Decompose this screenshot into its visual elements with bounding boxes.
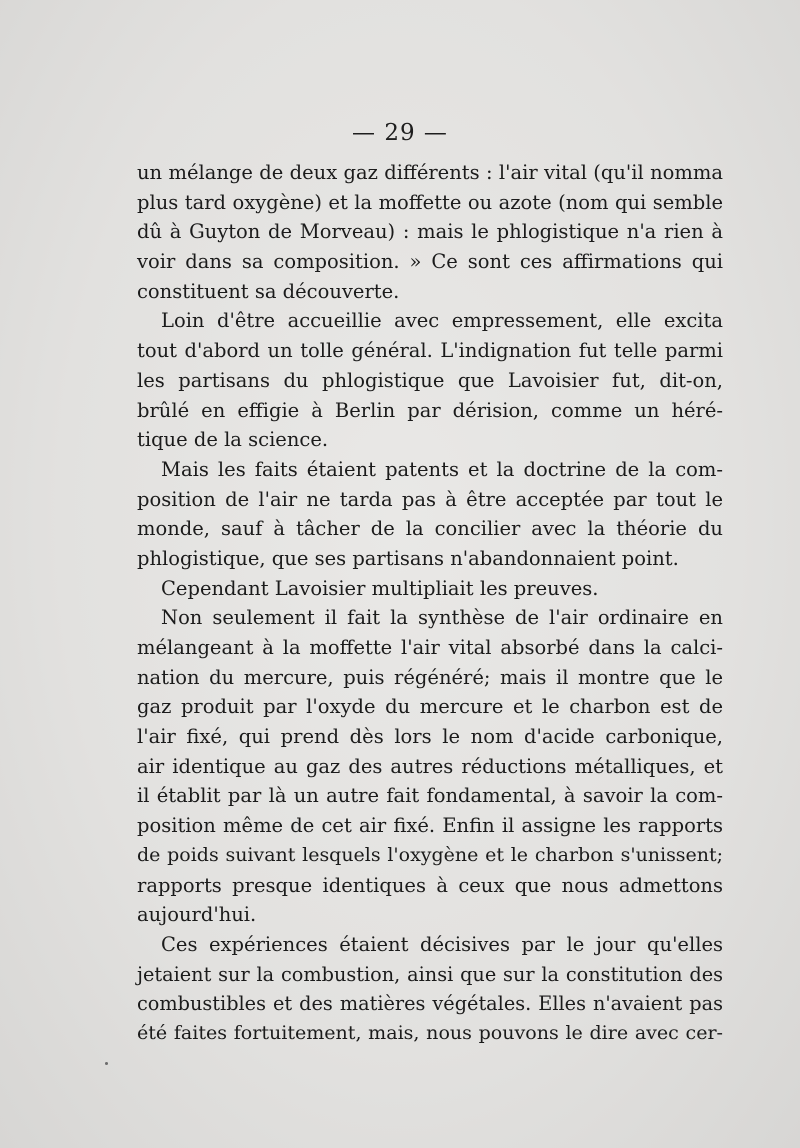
text-line: dû à Guyton de Morveau) : mais le phlogistique n'a rien à (137, 220, 723, 244)
text-line: constituent sa découverte. (137, 279, 400, 303)
text-line: l'air fixé, qui prend dès lors le nom d'acide carbonique, (137, 725, 723, 749)
text-line: position de l'air ne tarda pas à être acceptée par tout le (137, 487, 723, 511)
text-line: voir dans sa composition. » Ce sont ces affirmations qui (137, 250, 723, 274)
page-number: — 29 — (352, 120, 448, 146)
text-line: mélangeant à la moffette l'air vital absorbé dans la calci- (137, 636, 723, 659)
text-line: combustibles et des matières végétales. Elles n'avaient pas (137, 992, 723, 1016)
text-line: monde, sauf à tâcher de la concilier avec la théorie du (137, 517, 723, 541)
text-line: aujourd'hui. (137, 903, 257, 927)
text-line: position même de cet air fixé. Enfin il assigne les rapports (137, 814, 723, 838)
text-line: tique de la science. (137, 428, 329, 452)
text-line: phlogistique, que ses partisans n'abandonnaient point. (137, 546, 679, 570)
text-line: de poids suivant lesquels l'oxygène et le charbon s'unissent; (137, 843, 723, 866)
text-line: tout d'abord un tolle général. L'indignation fut telle parmi (137, 339, 723, 363)
text-line: plus tard oxygène) et la moffette ou azote (nom qui semble (137, 190, 723, 214)
text-line: gaz produit par l'oxyde du mercure et le charbon est de (137, 695, 723, 719)
text-line: rapports presque identiques à ceux que nous admettons (137, 873, 723, 897)
text-line: Non seulement il fait la synthèse de l'air ordinaire en (161, 606, 723, 630)
paper-speck (105, 1062, 108, 1065)
body-text (137, 158, 723, 1049)
text-line: il établit par là un autre fait fondamental, à savoir la com- (137, 784, 723, 808)
text-line: les partisans du phlogistique que Lavoisier fut, dit-on, (137, 368, 723, 392)
text-line: jetaient sur la combustion, ainsi que sur la constitution des (137, 962, 723, 986)
text-line: Loin d'être accueillie avec empressement, elle excita (161, 309, 723, 333)
text-line: un mélange de deux gaz différents : l'air vital (qu'il nomma (137, 161, 723, 184)
text-line: brûlé en effigie à Berlin par dérision, comme un héré- (137, 398, 723, 422)
text-line: Mais les faits étaient patents et la doctrine de la com- (161, 457, 723, 481)
text-line: Ces expériences étaient décisives par le jour qu'elles (161, 932, 723, 956)
text-line: Cependant Lavoisier multipliait les preuves. (161, 576, 599, 600)
text-line: nation du mercure, puis régénéré; mais il montre que le (137, 665, 723, 689)
text-line: été faites fortuitement, mais, nous pouvons le dire avec cer- (137, 1021, 723, 1044)
text-line: air identique au gaz des autres réductions métalliques, et (137, 754, 723, 778)
